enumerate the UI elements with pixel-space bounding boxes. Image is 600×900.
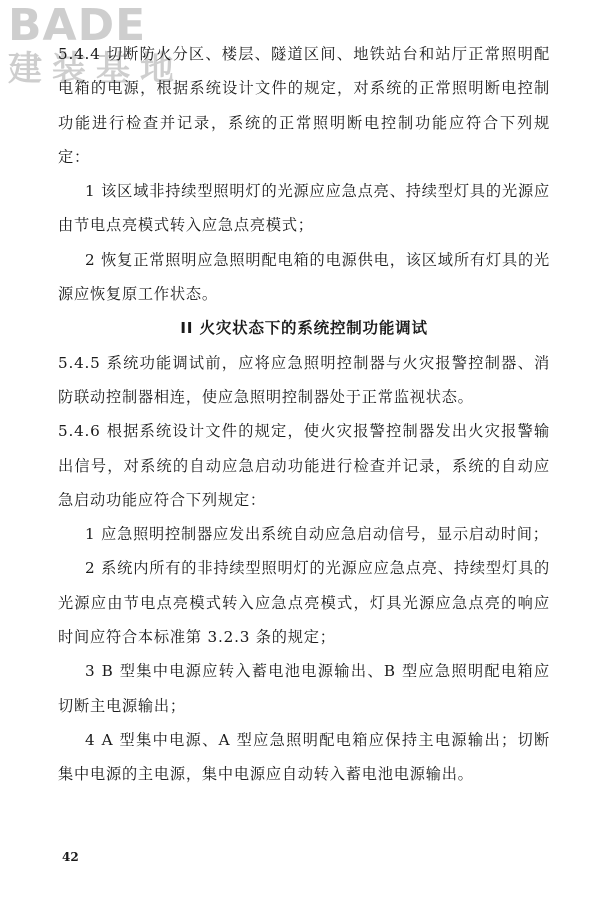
clause-5-4-4-item-1: 1 该区域非持续型照明灯的光源应应急点亮、持续型灯具的光源应由节电点亮模式转入应急点亮模式； [58, 182, 550, 235]
page-number: 42 [62, 850, 79, 864]
document-body [58, 37, 550, 792]
clause-5-4-6-item-2: 2 系统内所有的非持续型照明灯的光源应应急点亮、持续型灯具的光源应由节电点亮模式转入应急点亮模式，灯具光源应急点亮的响应时间应符合本标准第 3.2.3 条的规定； [58, 559, 550, 647]
watermark-subtitle: 建装基地 [8, 49, 184, 89]
section-heading: II 火灾状态下的系统控制功能调试 [180, 319, 428, 338]
clause-5-4-6-item-4: 4 A 型集中电源、A 型应急照明配电箱应保持主电源输出；切断集中电源的主电源，集中电源应自动转入蓄电池电源输出。 [58, 730, 550, 784]
watermark-brand: BADE [8, 0, 147, 51]
clause-5-4-4-item-2: 2 恢复正常照明应急照明配电箱的电源供电，该区域所有灯具的光源应恢复原工作状态。 [58, 250, 550, 304]
clause-5-4-4: 5.4.4 切断防火分区、楼层、隧道区间、地铁站台和站厅正常照明配电箱的电源，根据系统设计文件的规定，对系统的正常照明断电控制功能进行检查并记录，系统的正常照明断电控制功能应符合下列规定： [58, 45, 550, 166]
clause-5-4-6-item-3: 3 B 型集中电源应转入蓄电池电源输出、B 型应急照明配电箱应切断主电源输出； [58, 662, 550, 715]
clause-5-4-6: 5.4.6 根据系统设计文件的规定，使火灾报警控制器发出火灾报警输出信号，对系统的自动应急启动功能进行检查并记录，系统的自动应急启动功能应符合下列规定： [58, 422, 550, 509]
clause-5-4-5: 5.4.5 系统功能调试前，应将应急照明控制器与火灾报警控制器、消防联动控制器相连，使应急照明控制器处于正常监视状态。 [58, 353, 550, 406]
clause-5-4-6-item-1: 1 应急照明控制器应发出系统自动应急启动信号，显示启动时间； [85, 525, 549, 544]
